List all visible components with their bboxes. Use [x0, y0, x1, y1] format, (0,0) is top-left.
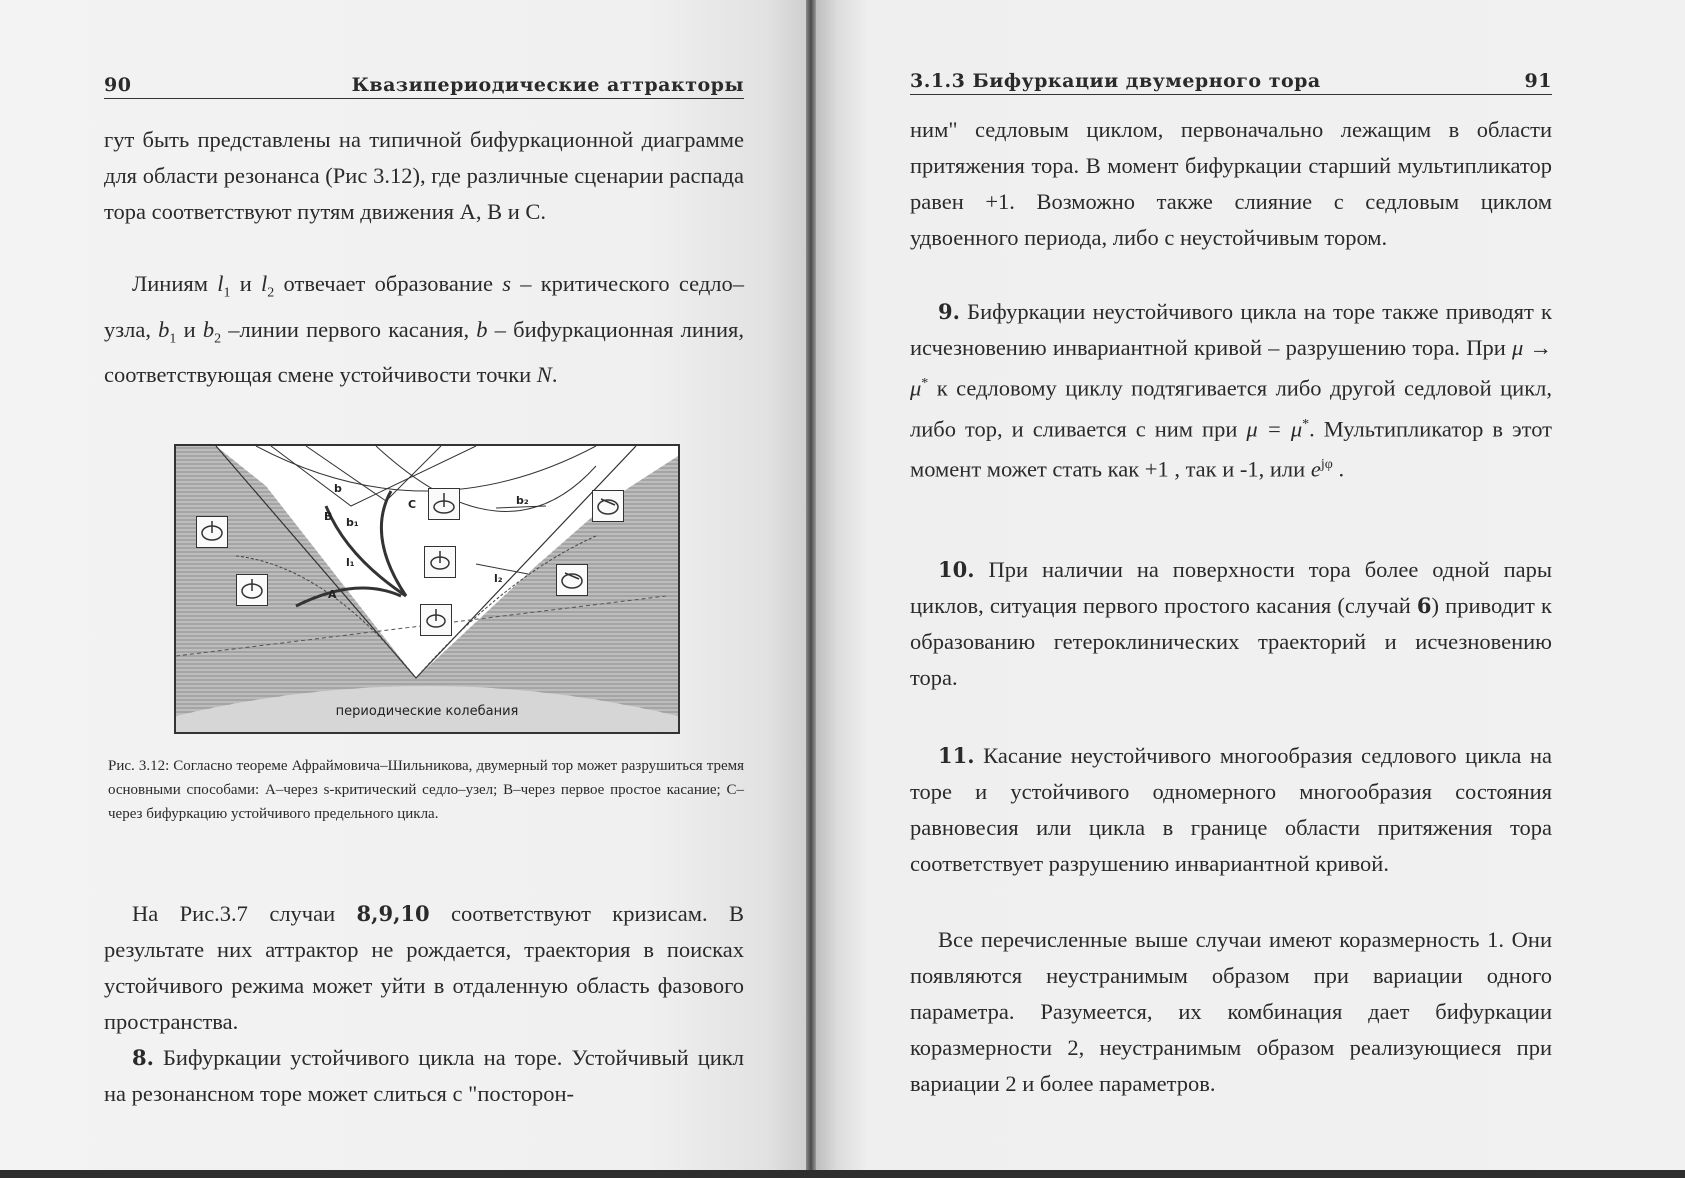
bifurcation-diagram [174, 444, 680, 734]
line-b1 [306, 446, 441, 501]
phase-portrait-icon [428, 488, 460, 520]
bottom-edge-shadow [0, 1170, 1685, 1178]
paragraph: Все перечисленные выше случаи имеют коразмерность 1. Они появляются неустранимым образом при вариации одного параметра. Разумеется, их комбинация дает бифуркации коразмерности 2, неустранимым образом реализующиеся при вариации 2 и более параметров. [910, 927, 1552, 1096]
label-l2: l₂ [494, 572, 503, 585]
phase-portrait-icon [236, 574, 268, 606]
label-C: C [408, 498, 417, 511]
label-A: A [328, 588, 337, 601]
page-number: 91 [1524, 70, 1552, 92]
phase-portrait-icon [420, 604, 452, 636]
paragraph: 9. Бифуркации неустойчивого цикла на торе также приводят к исчезновению инвариантной кривой – разрушению тора. При μ → μ* к седловому циклу подтягивается либо другой седловой цикл, либо тор, и сливается с ним при μ = μ*. Мультипликатор в этот момент может стать как +1 , так и -1, или $e^{j\varphi}$ . [910, 299, 1552, 482]
paragraph: На Рис.3.7 случаи 8,9,10 соответствуют кризисам. В результате них аттрактор не рождается, траектория в поисках устойчивого режима может уйти в отдаленную область фазового пространства. [104, 901, 744, 1034]
phase-portrait-icon [196, 516, 228, 548]
figure-bottom-label: периодические колебания [335, 704, 519, 719]
running-title: Квазипериодические аттракторы [351, 74, 744, 96]
left-page [0, 0, 806, 1178]
paragraph: Линиям $l_1$ и $l_2$ отвечает образование s – критического седло–узла, $b_1$ и $b_2$ –линии первого касания, b – бифуркационная линия, соответствующая смене устойчивости точки N. [104, 271, 744, 387]
book-gutter [806, 0, 816, 1178]
label-B: B [324, 510, 333, 523]
label-l1: l₁ [346, 556, 355, 569]
label-b: b [334, 482, 342, 495]
phase-portrait-icon [556, 564, 588, 596]
page-number: 90 [104, 74, 132, 96]
label-b2: b₂ [516, 494, 529, 507]
left-page-header [104, 72, 744, 99]
paragraph: 11. Касание неустойчивого многообразия седлового цикла на торе и устойчивого одномерного многообразия состояния равновесия или цикла в границе области притяжения тора соответствует разрушению инвариантной кривой. [910, 743, 1552, 876]
phase-portrait-icon [592, 490, 624, 522]
figure-caption: Рис. 3.12: Согласно теореме Афраймовича–Шильникова, двумерный тор может разрушиться тремя основными способами: А–через s-критический седло–узел; В–через первое простое касание; С– через бифуркацию устойчивого предельного цикла. [108, 758, 744, 822]
paragraph: 8. Бифуркации устойчивого цикла на торе. Устойчивый цикл на резонансном торе может слиться с "посторон- [104, 1045, 744, 1106]
paragraph: гут быть представлены на типичной бифуркационной диаграмме для области резонанса (Рис 3.12), где различные сценарии распада тора соответствуют путям движения A, B и C. [104, 127, 744, 224]
right-page [816, 0, 1685, 1178]
curve-top [256, 446, 596, 491]
running-title: 3.1.3 Бифуркации двумерного тора [910, 70, 1321, 92]
label-b1: b₁ [346, 516, 359, 529]
paragraph: 10. При наличии на поверхности тора более одной пары циклов, ситуация первого простого касания (случай 6) приводит к образованию гетероклинических траекторий и исчезновению тора. [910, 557, 1552, 690]
phase-portrait-icon [424, 546, 456, 578]
right-page-header [910, 68, 1552, 95]
paragraph: ним" седловым циклом, первоначально лежащим в области притяжения тора. В момент бифуркации старший мультипликатор равен +1. Возможно также слияние с седловым циклом удвоенного периода, либо с неустойчивым тором. [910, 117, 1552, 250]
